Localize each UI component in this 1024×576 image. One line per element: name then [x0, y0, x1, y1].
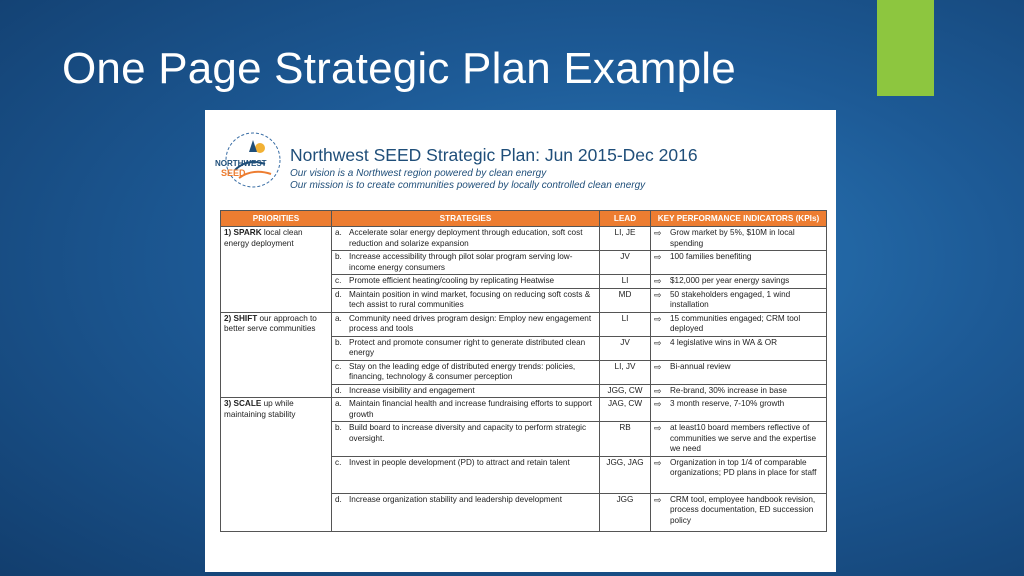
strategy-letter: d.: [335, 289, 342, 299]
kpi-cell: [651, 312, 827, 336]
header-lead: LEAD: [600, 211, 651, 227]
right-arrow-icon: ⇨: [654, 457, 662, 468]
mission-statement: Our mission is to create communities powered by locally controlled clean energy: [290, 180, 646, 191]
strategy-letter: a.: [335, 228, 342, 237]
kpi-cell: [651, 336, 827, 360]
accent-bar: [877, 0, 934, 96]
kpi-text: Bi-annual review: [670, 361, 731, 371]
right-arrow-icon: ⇨: [654, 337, 662, 348]
kpi-cell: [651, 227, 827, 251]
table-row: [221, 227, 827, 251]
strategy-cell: [332, 312, 600, 336]
strategy-text: Accelerate solar energy deployment through education, soft cost reduction and solarize expansion: [349, 228, 583, 248]
slide-title: One Page Strategic Plan Example: [62, 44, 736, 93]
lead-cell: JV: [600, 336, 651, 360]
priority-cell: [221, 398, 332, 532]
header-kpis: KEY PERFORMANCE INDICATORS (KPIs): [651, 211, 827, 227]
plan-table-body: [221, 227, 827, 532]
strategy-cell: [332, 360, 600, 384]
lead-cell: JGG, CW: [600, 384, 651, 398]
strategy-text: Increase visibility and engagement: [349, 385, 475, 395]
table-row: [221, 398, 827, 422]
kpi-text: $12,000 per year energy savings: [670, 276, 790, 285]
priority-description: up while maintaining stability: [224, 399, 296, 419]
strategy-cell: [332, 227, 600, 251]
priority-cell: [221, 312, 332, 398]
strategy-cell: [332, 422, 600, 457]
kpi-cell: [651, 398, 827, 422]
strategy-letter: b.: [335, 423, 342, 432]
lead-cell: LI, JV: [600, 360, 651, 384]
strategy-letter: c.: [335, 361, 342, 371]
strategy-cell: [332, 384, 600, 398]
strategic-plan-document: [205, 110, 836, 572]
kpi-text: Grow market by 5%, $10M in local spending: [670, 228, 795, 248]
table-header-row: [221, 211, 827, 227]
strategy-letter: d.: [335, 385, 342, 395]
lead-cell: JAG, CW: [600, 398, 651, 422]
strategy-text: Maintain position in wind market, focusing on reducing soft costs & tech assist to rural communities: [349, 289, 591, 309]
strategy-text: Promote efficient heating/cooling by replicating Heatwise: [349, 276, 555, 285]
strategy-text: Increase organization stability and leadership development: [349, 494, 563, 504]
strategy-letter: b.: [335, 252, 342, 261]
kpi-cell: [651, 275, 827, 289]
kpi-cell: [651, 360, 827, 384]
strategy-cell: [332, 398, 600, 422]
kpi-cell: [651, 493, 827, 531]
lead-cell: JGG: [600, 493, 651, 531]
strategy-letter: a.: [335, 313, 342, 323]
strategic-plan-table: [220, 210, 827, 532]
table-row: [221, 312, 827, 336]
right-arrow-icon: ⇨: [654, 399, 662, 409]
kpi-text: 4 legislative wins in WA & OR: [670, 337, 778, 347]
header-strategies: STRATEGIES: [332, 211, 600, 227]
strategy-letter: d.: [335, 494, 342, 504]
kpi-cell: [651, 456, 827, 493]
kpi-text: Organization in top 1/4 of comparable organizations; PD plans in place for staff: [670, 457, 817, 477]
strategy-text: Stay on the leading edge of distributed energy trends: policies, financing, technology & consumer perception: [349, 361, 576, 381]
right-arrow-icon: ⇨: [654, 228, 662, 238]
right-arrow-icon: ⇨: [654, 289, 662, 300]
right-arrow-icon: ⇨: [654, 385, 662, 396]
strategy-text: Community need drives program design: Employ new engagement process and tools: [349, 313, 592, 333]
lead-cell: LI: [600, 312, 651, 336]
svg-text:NORTHWEST: NORTHWEST: [215, 159, 267, 168]
strategy-text: Build board to increase diversity and capacity to perform strategic oversight.: [349, 423, 587, 443]
right-arrow-icon: ⇨: [654, 276, 662, 286]
kpi-text: Re-brand, 30% increase in base: [670, 385, 787, 395]
svg-text:SEED: SEED: [221, 168, 246, 178]
strategy-cell: [332, 275, 600, 289]
kpi-cell: [651, 251, 827, 275]
right-arrow-icon: ⇨: [654, 423, 662, 433]
lead-cell: JV: [600, 251, 651, 275]
strategy-letter: c.: [335, 457, 342, 467]
header-priorities: PRIORITIES: [221, 211, 332, 227]
lead-cell: LI: [600, 275, 651, 289]
kpi-text: 100 families benefiting: [670, 252, 752, 261]
kpi-text: 15 communities engaged; CRM tool deployed: [670, 313, 801, 333]
kpi-cell: [651, 422, 827, 457]
kpi-text: 3 month reserve, 7-10% growth: [670, 399, 785, 408]
strategy-letter: b.: [335, 337, 342, 347]
strategy-text: Invest in people development (PD) to attract and retain talent: [349, 457, 570, 467]
strategy-cell: [332, 251, 600, 275]
right-arrow-icon: ⇨: [654, 494, 662, 505]
priority-description: local clean energy deployment: [224, 228, 303, 248]
document-title: Northwest SEED Strategic Plan: Jun 2015-Dec 2016: [290, 145, 698, 165]
kpi-text: at least10 board members reflective of communities we serve and the expertise we need: [670, 423, 817, 453]
strategy-text: Increase accessibility through pilot solar program serving low-income energy consumers: [349, 252, 573, 272]
kpi-text: 50 stakeholders engaged, 1 wind installation: [670, 289, 791, 309]
right-arrow-icon: ⇨: [654, 361, 662, 372]
vision-statement: Our vision is a Northwest region powered by clean energy: [290, 168, 547, 179]
northwest-seed-logo: [213, 130, 281, 198]
strategy-cell: [332, 288, 600, 312]
priority-keyword: 1) SPARK: [224, 228, 262, 237]
strategy-cell: [332, 336, 600, 360]
strategy-letter: c.: [335, 276, 342, 285]
priority-keyword: 3) SCALE: [224, 399, 262, 408]
strategy-text: Protect and promote consumer right to generate distributed clean energy: [349, 337, 586, 357]
right-arrow-icon: ⇨: [654, 313, 662, 324]
kpi-cell: [651, 288, 827, 312]
strategy-cell: [332, 456, 600, 493]
lead-cell: RB: [600, 422, 651, 457]
kpi-cell: [651, 384, 827, 398]
kpi-text: CRM tool, employee handbook revision, process documentation, ED succession policy: [670, 494, 816, 525]
lead-cell: MD: [600, 288, 651, 312]
strategy-text: Maintain financial health and increase fundraising efforts to support growth: [349, 399, 592, 419]
lead-cell: JGG, JAG: [600, 456, 651, 493]
strategy-cell: [332, 493, 600, 531]
strategy-letter: a.: [335, 399, 342, 408]
priority-description: our approach to better serve communities: [224, 313, 317, 333]
lead-cell: LI, JE: [600, 227, 651, 251]
priority-cell: [221, 227, 332, 313]
right-arrow-icon: ⇨: [654, 252, 662, 262]
priority-keyword: 2) SHIFT: [224, 313, 258, 323]
